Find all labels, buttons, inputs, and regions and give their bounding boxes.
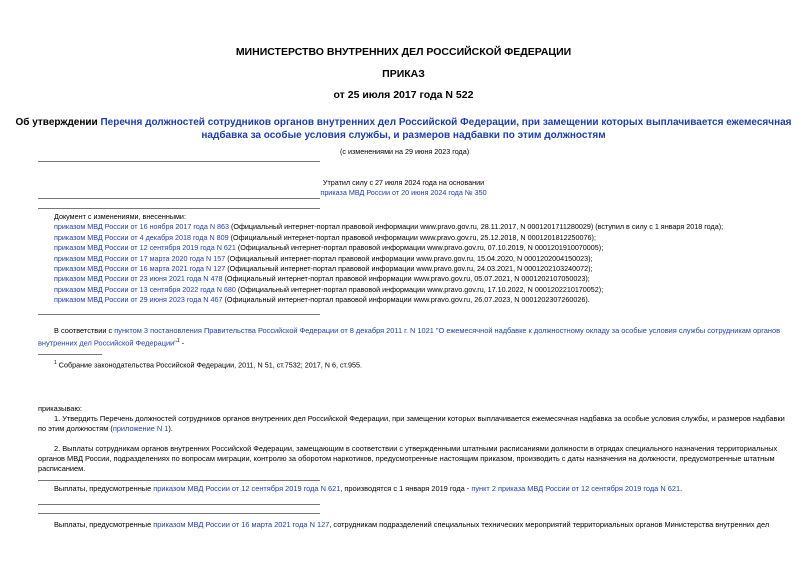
amendments-list — [54, 212, 723, 306]
list-item: приказом МВД России от 13 сентября 2022 года N 680 (Официальный интернет-портал правовой информации www.pravo.gov.ru, 17.10.2022, N 0001202210170052); — [54, 284, 604, 294]
list-item: приказом МВД России от 12 сентября 2019 года N 621 (Официальный интернет-портал правовой информации www.pravo.gov.ru, 07.10.2019, N 0001201910070005); — [54, 243, 604, 253]
footnote: $^1$ Собрание законодательства Российской Федерации, 2011, N 51, ст.7532; 2017, N 6, ст.955. — [54, 360, 363, 370]
note-1-link-2[interactable]: пункт 2 приказа МВД России от 12 сентября 2019 года N 621 — [471, 484, 681, 493]
footnote-marker[interactable]: 1 — [176, 338, 180, 344]
expired-notice: Утратил силу с 27 июля 2024 года на основании — [322, 178, 485, 187]
amendment-link[interactable]: приказом МВД России от 23 июня 2021 года N 478 — [54, 274, 223, 284]
expired-link[interactable]: приказа МВД России от 20 июня 2024 года № 350 — [320, 188, 487, 197]
list-item: приказом МВД России от 16 ноября 2017 года N 863 (Официальный интернет-портал правовой информации www.pravo.gov.ru, 28.11.2017, N 0001201711280029) (вступил в силу с 1 января 2018 года); — [54, 222, 724, 232]
document-date: от 25 июля 2017 года N 522 — [333, 89, 474, 101]
paragraph-1-line2: по этим должностям (приложение N 1). — [38, 424, 173, 433]
separator-rule — [38, 208, 320, 209]
paragraph-2-line3: расписанием. — [38, 464, 86, 473]
separator-rule — [38, 198, 320, 199]
appendix-link[interactable]: приложение N 1 — [112, 424, 169, 433]
document-type: ПРИКАЗ — [382, 68, 425, 80]
separator-rule — [38, 161, 320, 162]
paragraph-1: 1. Утвердить Перечень должностей сотрудников органов внутренних дел Российской Федерации, при замещении которых выплачивается ежемесячная надбавка за особые условия службы, и размеров надбавки — [54, 414, 785, 423]
footnote-rule — [38, 354, 102, 355]
separator-rule — [38, 513, 320, 514]
preamble-link[interactable]: пунктом 3 постановления Правительства Российской Федерации от 8 декабря 2011 г. N 1021 "О ежемесячной надбавке к должностному окладу за особые условия службы сотрудникам органов — [114, 326, 781, 335]
note-1-link[interactable]: приказом МВД России от 12 сентября 2019 года N 621 — [153, 484, 341, 493]
list-item: приказом МВД России от 17 марта 2020 года N 157 (Официальный интернет-портал правовой информации www.pravo.gov.ru, 15.04.2020, N 0001202004150023); — [54, 253, 593, 263]
amendment-link[interactable]: приказом МВД России от 16 ноября 2017 года N 863 — [54, 222, 230, 232]
list-item: приказом МВД России от 16 марта 2021 года N 127 (Официальный интернет-портал правовой информации www.pravo.gov.ru, 24.03.2021, N 0001202103240072); — [54, 264, 593, 274]
separator-rule — [38, 314, 320, 315]
list-item: приказом МВД России от 29 июня 2023 года N 467 (Официальный интернет-портал правовой информации www.pravo.gov.ru, 26.07.2023, N 0001202307260026). — [54, 295, 590, 305]
title-link[interactable]: Перечня должностей сотрудников органов внутренних дел Российской Федерации, при замещении которых выплачивается ежемесячная — [100, 117, 792, 128]
list-item: приказом МВД России от 23 июня 2021 года N 478 (Официальный интернет-портал правовой информации www.pravo.gov.ru, 05.07.2021, N 0001202107050023); — [54, 274, 590, 284]
preamble-line2: внутренних дел Российской Федерации"$^1$ - — [38, 338, 185, 348]
paragraph-2: 2. Выплаты сотрудникам органов внутренних Российской Федерации, замещающим в соответствии с утвержденными штатными расписаниями должности в отрядах специального назначения территориальных — [54, 444, 778, 453]
preamble-link-line2[interactable]: внутренних дел Российской Федерации" — [38, 338, 177, 348]
note-2: Выплаты, предусмотренные приказом МВД России от 16 марта 2021 года N 127, сотрудникам подразделений специальных технических мероприятий территориальных органов Министерства внутренних дел — [54, 520, 770, 529]
document-title — [0, 116, 807, 142]
ministry-heading: МИНИСТЕРСТВО ВНУТРЕННИХ ДЕЛ РОССИЙСКОЙ ФЕДЕРАЦИИ — [235, 46, 572, 58]
list-item: приказом МВД России от 4 декабря 2018 года N 809 (Официальный интернет-портал правовой информации www.pravo.gov.ru, 25.12.2018, N 0001201812250076); — [54, 232, 596, 242]
amendment-link[interactable]: приказом МВД России от 29 июня 2023 года N 467 — [54, 295, 223, 305]
amendment-link[interactable]: приказом МВД России от 4 декабря 2018 года N 809 — [54, 232, 229, 242]
amendment-link[interactable]: приказом МВД России от 13 сентября 2022 года N 680 — [54, 284, 236, 294]
revision-note: (с изменениями на 29 июня 2023 года) — [340, 147, 470, 156]
amendment-link[interactable]: приказом МВД России от 17 марта 2020 года N 157 — [54, 253, 226, 263]
amendment-link[interactable]: приказом МВД России от 12 сентября 2019 года N 621 — [54, 243, 236, 253]
title-prefix: Об утверждении — [15, 117, 101, 128]
amendments-intro: Документ с изменениями, внесенными: — [54, 212, 186, 221]
order-word: приказываю: — [38, 404, 82, 413]
separator-rule — [38, 504, 320, 505]
paragraph-2-line2: органов МВД России, подразделениях по вопросам миграции, контролю за оборотом наркотиков, предусмотренные настоящим приказом, производить с даты назначения на должности, предусмотренные штатным — [38, 454, 775, 463]
amendment-link[interactable]: приказом МВД России от 16 марта 2021 года N 127 — [54, 264, 226, 274]
title-link-line2[interactable]: надбавка за особые условия службы, и размеров надбавки по этим должностям — [201, 130, 606, 141]
separator-rule — [38, 480, 320, 481]
note-2-link[interactable]: приказом МВД России от 16 марта 2021 года N 127 — [153, 520, 330, 529]
preamble: В соответствии с пунктом 3 постановления Правительства Российской Федерации от 8 декабря 2011 г. N 1021 "О ежемесячной надбавке к должностному окладу за особые условия службы сотрудникам органов — [54, 326, 781, 335]
note-1: Выплаты, предусмотренные приказом МВД России от 12 сентября 2019 года N 621, производятся с 1 января 2019 года - пункт 2 приказа МВД России от 12 сентября 2019 года N 621. — [54, 484, 683, 493]
